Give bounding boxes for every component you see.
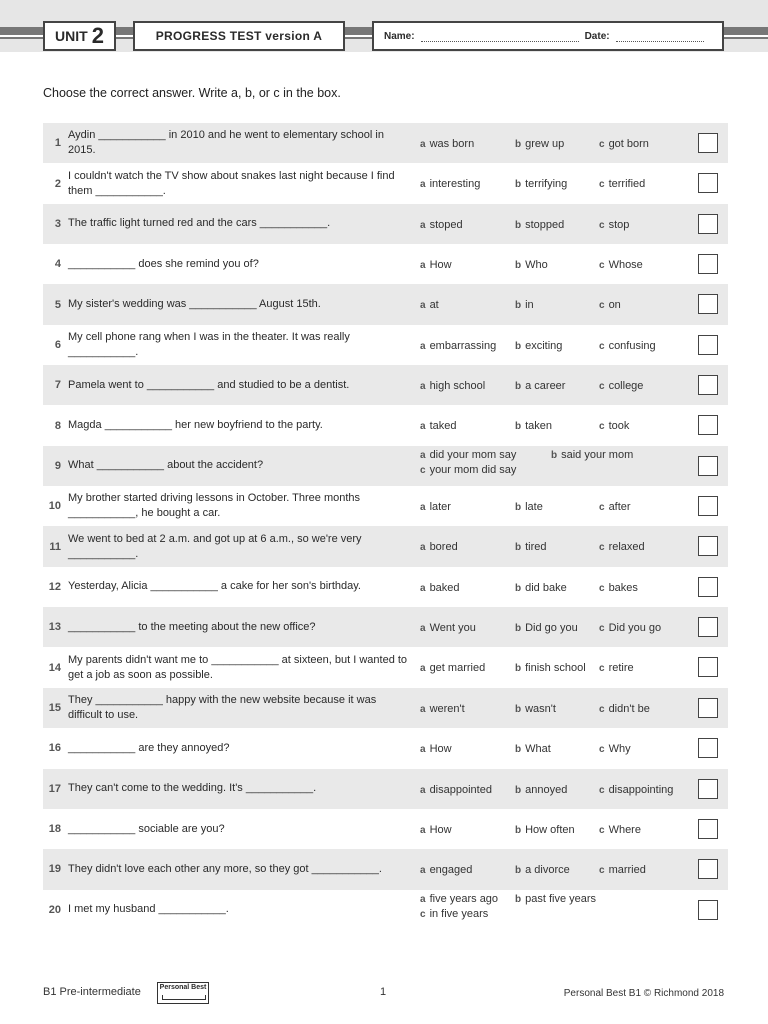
- option-b-text: Did go you: [525, 622, 578, 635]
- question-number: 16: [48, 742, 61, 755]
- question-text: [68, 526, 413, 566]
- option-c-text: disappointing: [608, 783, 674, 796]
- option-letter: a: [420, 623, 426, 635]
- answer-box[interactable]: [698, 819, 718, 839]
- option-b-text: tired: [525, 541, 547, 554]
- option-letter: a: [420, 703, 426, 715]
- option-letter: b: [515, 300, 522, 312]
- option-b: [515, 622, 578, 634]
- question-text: [68, 325, 413, 365]
- option-a-text: embarrassing: [429, 339, 497, 352]
- option-letter: a: [420, 381, 426, 393]
- option-letter: b: [515, 381, 522, 393]
- question-text-content: Yesterday, Alicia ___________ a cake for her son's birthday.: [68, 580, 361, 593]
- option-letter: c: [599, 502, 605, 514]
- option-c: [599, 420, 629, 432]
- option-a-text: disappointed: [429, 783, 492, 796]
- question-number: 2: [54, 177, 61, 190]
- option-a-text: stoped: [429, 218, 463, 231]
- option-c-text: on: [608, 299, 621, 312]
- question-text-content: Pamela went to ___________ and studied to be a dentist.: [68, 378, 350, 391]
- answer-box[interactable]: [698, 738, 718, 758]
- question-row: [43, 728, 728, 768]
- option-b: [515, 864, 570, 876]
- option-c: [599, 340, 656, 352]
- option-c: [599, 864, 646, 876]
- option-a-text: get married: [429, 662, 486, 675]
- option-letter: c: [599, 300, 605, 312]
- answer-box[interactable]: [698, 214, 718, 234]
- option-b-text: taken: [525, 420, 553, 433]
- option-letter: b: [515, 703, 522, 715]
- option-b: [515, 501, 543, 513]
- question-number: 4: [54, 258, 61, 271]
- question-text: [68, 284, 413, 324]
- test-title-text: PROGRESS TEST version A: [155, 29, 323, 43]
- option-b-text: a divorce: [525, 864, 570, 877]
- option-letter: b: [515, 542, 522, 554]
- option-letter: c: [599, 582, 605, 594]
- option-b-text: stopped: [525, 218, 565, 231]
- option-a-text: How: [429, 743, 452, 756]
- question-text: [68, 163, 413, 203]
- option-b: [515, 662, 586, 674]
- option-b: [515, 582, 567, 594]
- option-c: [599, 582, 638, 594]
- question-text: [68, 647, 413, 687]
- option-c: [420, 908, 488, 920]
- option-b-text: exciting: [525, 339, 563, 352]
- question-number: 6: [54, 338, 61, 351]
- option-b: [551, 449, 633, 461]
- option-letter: c: [599, 663, 605, 675]
- option-a: [420, 864, 472, 876]
- option-letter: b: [515, 582, 522, 594]
- question-text: [68, 123, 413, 163]
- question-number: 8: [54, 419, 61, 432]
- unit-number: 2: [91, 23, 104, 48]
- option-c-text: relaxed: [608, 541, 645, 554]
- option-letter: a: [420, 582, 426, 594]
- answer-box[interactable]: [698, 133, 718, 153]
- option-letter: a: [420, 421, 426, 433]
- question-number: 9: [54, 459, 61, 472]
- option-b: [515, 299, 534, 311]
- option-c-text: Where: [608, 823, 641, 836]
- option-a: [420, 893, 498, 905]
- question-text: [68, 809, 413, 849]
- option-b-text: said your mom: [561, 448, 634, 461]
- option-letter: a: [420, 179, 426, 191]
- question-text-content: I met my husband ___________.: [68, 903, 229, 916]
- option-a-text: weren't: [429, 702, 465, 715]
- question-row: [43, 688, 728, 728]
- option-b: [515, 784, 567, 796]
- option-a-text: engaged: [429, 864, 473, 877]
- option-a-text: Went you: [429, 622, 476, 635]
- question-text-content: My sister's wedding was ___________ August 15th.: [68, 298, 321, 311]
- option-a: [420, 743, 452, 755]
- option-c: [599, 622, 661, 634]
- option-letter: a: [420, 893, 426, 905]
- option-c-text: stop: [608, 218, 630, 231]
- question-text-content: My cell phone rang when I was in the theater. It was really ___________.: [68, 330, 350, 358]
- question-list: [43, 123, 728, 930]
- question-row: [43, 365, 728, 405]
- option-a-text: five years ago: [429, 892, 499, 905]
- option-letter: c: [599, 784, 605, 796]
- option-a: [420, 662, 485, 674]
- question-number: 15: [48, 701, 61, 714]
- option-c-text: bakes: [608, 581, 638, 594]
- option-b: [515, 138, 564, 150]
- option-b-text: What: [525, 743, 551, 756]
- option-b: [515, 541, 547, 553]
- option-b-text: late: [525, 501, 543, 514]
- option-letter: a: [420, 744, 426, 756]
- option-letter: c: [599, 703, 605, 715]
- option-b: [515, 703, 556, 715]
- answer-box[interactable]: [698, 173, 718, 193]
- option-b: [515, 380, 565, 392]
- option-c: [599, 703, 650, 715]
- answer-box[interactable]: [698, 859, 718, 879]
- option-c-text: married: [608, 864, 646, 877]
- option-letter: c: [599, 421, 605, 433]
- option-letter: c: [599, 340, 605, 352]
- option-letter: c: [599, 260, 605, 272]
- answer-box[interactable]: [698, 900, 718, 920]
- question-text: [68, 688, 413, 728]
- option-c-text: Whose: [608, 259, 643, 272]
- question-number: 10: [48, 500, 61, 513]
- option-letter: c: [420, 908, 426, 920]
- option-c-text: Why: [608, 743, 631, 756]
- option-a-text: taked: [429, 420, 457, 433]
- option-c: [599, 380, 643, 392]
- question-row: [43, 486, 728, 526]
- option-c-text: took: [608, 420, 630, 433]
- option-a: [420, 501, 451, 513]
- name-field[interactable]: [421, 31, 579, 42]
- option-letter: c: [599, 623, 605, 635]
- instructions: Choose the correct answer. Write a, b, or c in the box.: [43, 86, 341, 100]
- question-text: [68, 849, 413, 889]
- question-text-content: ___________ sociable are you?: [68, 822, 225, 835]
- date-field[interactable]: [616, 31, 704, 42]
- question-text: [68, 607, 413, 647]
- option-b: [515, 219, 564, 231]
- question-text: [68, 244, 413, 284]
- question-text-content: ___________ to the meeting about the new office?: [68, 620, 316, 633]
- question-number: 12: [48, 580, 61, 593]
- question-row: [43, 446, 728, 486]
- option-a-text: did your mom say: [429, 448, 517, 461]
- option-a: [420, 259, 452, 271]
- option-b: [515, 340, 562, 352]
- name-date-box: [372, 21, 724, 51]
- option-letter: a: [420, 219, 426, 231]
- option-letter: b: [551, 449, 558, 461]
- question-row: [43, 849, 728, 889]
- option-c: [599, 299, 621, 311]
- option-letter: c: [420, 464, 426, 476]
- answer-box[interactable]: [698, 617, 718, 637]
- option-b-text: grew up: [525, 138, 565, 150]
- question-text: [68, 446, 413, 486]
- name-label: Name:: [384, 30, 415, 42]
- option-letter: b: [515, 139, 522, 150]
- option-b-text: terrifying: [525, 178, 568, 191]
- answer-box[interactable]: [698, 698, 718, 718]
- option-b-text: wasn't: [525, 702, 556, 715]
- question-row: [43, 405, 728, 445]
- option-b: [515, 259, 548, 271]
- question-text-content: What ___________ about the accident?: [68, 459, 264, 472]
- option-a: [420, 541, 458, 553]
- option-letter: b: [515, 784, 522, 796]
- option-letter: a: [420, 663, 426, 675]
- option-letter: c: [599, 824, 605, 836]
- question-text-content: They didn't love each other any more, so they got ___________.: [68, 862, 382, 875]
- answer-box[interactable]: [698, 294, 718, 314]
- personal-best-logo: [157, 982, 209, 1004]
- question-row: [43, 244, 728, 284]
- question-number: 11: [49, 540, 61, 553]
- question-text-content: The traffic light turned red and the cars ___________.: [68, 217, 331, 230]
- answer-box[interactable]: [698, 496, 718, 516]
- question-text-content: ___________ are they annoyed?: [68, 741, 230, 754]
- test-title: [133, 21, 345, 51]
- option-c: [599, 784, 673, 796]
- question-number: 20: [48, 903, 61, 916]
- option-c-text: didn't be: [608, 702, 650, 715]
- question-row: [43, 567, 728, 607]
- option-letter: c: [599, 542, 605, 554]
- option-letter: c: [599, 219, 605, 231]
- option-a: [420, 784, 492, 796]
- answer-box[interactable]: [698, 657, 718, 677]
- option-a-text: at: [429, 299, 439, 312]
- question-text-content: ___________ does she remind you of?: [68, 257, 259, 270]
- option-a-text: was born: [429, 138, 475, 150]
- option-a: [420, 219, 463, 231]
- option-a: [420, 622, 476, 634]
- question-number: 13: [48, 621, 61, 634]
- option-letter: b: [515, 260, 522, 272]
- question-text: [68, 365, 413, 405]
- question-text: [68, 567, 413, 607]
- option-letter: b: [515, 421, 522, 433]
- answer-box[interactable]: [698, 254, 718, 274]
- answer-box[interactable]: [698, 456, 718, 476]
- option-b: [515, 420, 552, 432]
- option-letter: b: [515, 340, 522, 352]
- option-c: [599, 138, 649, 150]
- option-a-text: How: [429, 823, 452, 836]
- option-a: [420, 449, 516, 461]
- option-a-text: baked: [429, 581, 460, 594]
- question-number: 17: [48, 782, 61, 795]
- option-letter: c: [599, 179, 605, 191]
- option-c: [420, 464, 516, 476]
- question-row: [43, 809, 728, 849]
- question-row: [43, 769, 728, 809]
- question-text-content: I couldn't watch the TV show about snakes last night because I find them ___________.: [68, 169, 395, 197]
- option-a: [420, 380, 485, 392]
- option-letter: a: [420, 340, 426, 352]
- question-number: 1: [54, 137, 61, 150]
- option-c-text: college: [608, 380, 644, 393]
- option-a-text: high school: [429, 380, 486, 393]
- question-row: [43, 284, 728, 324]
- option-letter: b: [515, 744, 522, 756]
- option-c-text: after: [608, 501, 631, 514]
- question-text-content: My parents didn't want me to ___________ at sixteen, but I wanted to get a job as soon as possible.: [68, 653, 408, 681]
- option-b: [515, 178, 567, 190]
- option-letter: c: [599, 744, 605, 756]
- option-letter: b: [515, 824, 522, 836]
- answer-box[interactable]: [698, 375, 718, 395]
- option-c: [599, 219, 629, 231]
- option-letter: b: [515, 865, 522, 877]
- question-text: [68, 728, 413, 768]
- option-c: [599, 178, 645, 190]
- option-c-text: Did you go: [608, 622, 662, 635]
- copyright: Personal Best B1 © Richmond 2018: [563, 988, 724, 999]
- question-row: [43, 123, 728, 163]
- option-a-text: later: [429, 501, 451, 514]
- option-b: [515, 893, 596, 905]
- option-b-text: past five years: [525, 892, 597, 905]
- option-letter: c: [599, 865, 605, 877]
- option-c-text: your mom did say: [429, 463, 517, 476]
- logo-bar: [162, 995, 206, 1000]
- question-row: [43, 890, 728, 930]
- answer-box[interactable]: [698, 577, 718, 597]
- option-a: [420, 138, 474, 150]
- question-number: 14: [48, 661, 61, 674]
- option-letter: b: [515, 502, 522, 514]
- option-b-text: annoyed: [525, 783, 568, 796]
- option-a: [420, 178, 480, 190]
- question-row: [43, 607, 728, 647]
- option-letter: b: [515, 893, 522, 905]
- option-letter: a: [420, 300, 426, 312]
- option-c: [599, 541, 645, 553]
- question-text: [68, 405, 413, 445]
- option-c-text: confusing: [608, 339, 656, 352]
- option-c: [599, 259, 643, 271]
- question-text: [68, 486, 413, 526]
- option-b-text: a career: [525, 380, 566, 393]
- option-a: [420, 703, 465, 715]
- option-c-text: retire: [608, 662, 634, 675]
- option-b-text: Who: [525, 259, 548, 272]
- option-c: [599, 743, 631, 755]
- option-a: [420, 340, 496, 352]
- question-row: [43, 204, 728, 244]
- option-letter: c: [599, 381, 605, 393]
- question-text-content: They can't come to the wedding. It's ___________.: [68, 782, 317, 795]
- question-number: 18: [48, 823, 61, 836]
- option-a-text: How: [429, 259, 452, 272]
- unit-box: [43, 21, 116, 51]
- question-text-content: We went to bed at 2 a.m. and got up at 6 a.m., so we're very ___________.: [68, 532, 362, 560]
- option-c: [599, 662, 634, 674]
- question-row: [43, 325, 728, 365]
- option-b: [515, 824, 575, 836]
- question-text-content: Magda ___________ her new boyfriend to the party.: [68, 419, 323, 432]
- question-text: [68, 890, 413, 930]
- question-row: [43, 647, 728, 687]
- option-letter: b: [515, 663, 522, 675]
- option-c: [599, 824, 641, 836]
- option-letter: b: [515, 219, 522, 231]
- question-number: 5: [54, 298, 61, 311]
- option-c: [599, 501, 631, 513]
- option-a-text: interesting: [429, 178, 481, 191]
- option-c-text: got born: [608, 138, 649, 150]
- option-b-text: in: [525, 299, 534, 312]
- option-b-text: did bake: [525, 581, 567, 594]
- option-b-text: How often: [525, 823, 575, 836]
- option-letter: a: [420, 542, 426, 554]
- question-text-content: Aydin ___________ in 2010 and he went to elementary school in 2015.: [68, 129, 384, 157]
- unit-label: UNIT: [55, 28, 88, 44]
- page-number: 1: [380, 986, 387, 998]
- answer-box[interactable]: [698, 415, 718, 435]
- answer-box[interactable]: [698, 779, 718, 799]
- option-letter: c: [599, 139, 605, 150]
- option-letter: b: [515, 179, 522, 191]
- question-number: 3: [54, 217, 61, 230]
- date-label: Date:: [584, 30, 610, 42]
- logo-text: Personal Best: [159, 984, 207, 991]
- option-letter: a: [420, 449, 426, 461]
- option-letter: a: [420, 865, 426, 877]
- option-letter: a: [420, 784, 426, 796]
- option-letter: a: [420, 260, 426, 272]
- question-row: [43, 526, 728, 566]
- option-c-text: terrified: [608, 178, 646, 191]
- question-number: 19: [48, 863, 61, 876]
- option-a: [420, 420, 456, 432]
- answer-box[interactable]: [698, 536, 718, 556]
- option-a: [420, 824, 452, 836]
- question-number: 7: [54, 379, 61, 392]
- question-text-content: My brother started driving lessons in October. Three months ___________, he bought a car.: [68, 492, 361, 520]
- answer-box[interactable]: [698, 335, 718, 355]
- option-c-text: in five years: [429, 907, 489, 920]
- option-letter: b: [515, 623, 522, 635]
- footer-level: B1 Pre-intermediate: [43, 986, 141, 998]
- question-row: [43, 163, 728, 203]
- option-letter: a: [420, 824, 426, 836]
- option-a-text: bored: [429, 541, 458, 554]
- option-letter: a: [420, 139, 426, 150]
- option-b-text: finish school: [525, 662, 586, 675]
- question-text: [68, 204, 413, 244]
- option-letter: a: [420, 502, 426, 514]
- question-text: [68, 769, 413, 809]
- option-a: [420, 299, 439, 311]
- question-text-content: They ___________ happy with the new website because it was difficult to use.: [68, 693, 377, 721]
- option-b: [515, 743, 551, 755]
- option-a: [420, 582, 460, 594]
